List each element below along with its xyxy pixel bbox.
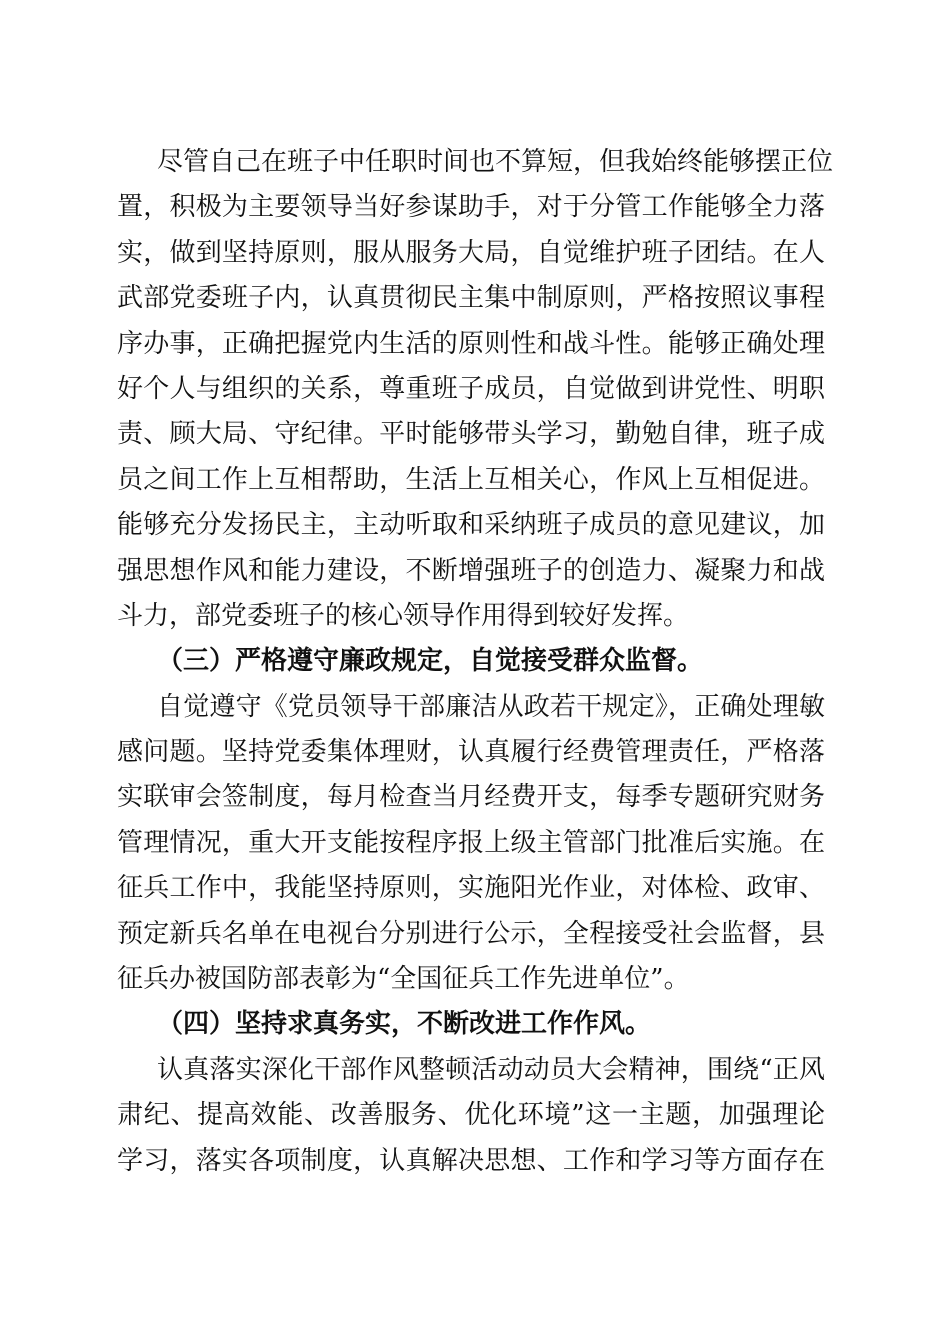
paragraph-line: 能够充分发扬民主，主动听取和采纳班子成员的意见建议，加: [117, 510, 825, 541]
paragraph-line: 感问题。坚持党委集体理财，认真履行经费管理责任，严格落: [117, 737, 825, 768]
paragraph-line: 武部党委班子内，认真贯彻民主集中制原则，严格按照议事程: [117, 283, 825, 314]
paragraph-line: 序办事，正确把握党内生活的原则性和战斗性。能够正确处理: [117, 328, 825, 359]
document-body: [117, 140, 834, 1184]
paragraph-line: 实，做到坚持原则，服从服务大局，自觉维护班子团结。在人: [117, 237, 825, 268]
paragraph-line: 管理情况，重大开支能按程序报上级主管部门批准后实施。在: [117, 827, 825, 858]
paragraph-line: 员之间工作上互相帮助，生活上互相关心，作风上互相促进。: [117, 464, 825, 495]
paragraph-line: 自觉遵守《党员领导干部廉洁从政若干规定》，正确处理敏: [157, 691, 825, 722]
paragraph-line: 强思想作风和能力建设，不断增强班子的创造力、凝聚力和战: [117, 555, 825, 586]
paragraph-line: 实联审会签制度，每月检查当月经费开支，每季专题研究财务: [117, 782, 825, 813]
paragraph-line: 责、顾大局、守纪律。平时能够带头学习，勤勉自律，班子成: [117, 419, 825, 450]
paragraph-line: 预定新兵名单在电视台分别进行公示，全程接受社会监督，县: [117, 918, 825, 949]
paragraph-line: 征兵工作中，我能坚持原则，实施阳光作业，对体检、政审、: [117, 873, 825, 904]
paragraph-line: 尽管自己在班子中任职时间也不算短，但我始终能够摆正位: [157, 147, 834, 177]
paragraph-line: 学习，落实各项制度，认真解决思想、工作和学习等方面存在: [117, 1145, 825, 1176]
paragraph-line: 好个人与组织的关系，尊重班子成员，自觉做到讲党性、明职: [117, 373, 825, 404]
paragraph-line: 征兵办被国防部表彰为“全国征兵工作先进单位”。: [117, 964, 690, 995]
paragraph-line: 置，积极为主要领导当好参谋助手，对于分管工作能够全力落: [117, 192, 825, 223]
paragraph-line: 认真落实深化干部作风整顿活动动员大会精神，围绕“正风: [157, 1054, 825, 1085]
section-heading-three: （三）严格遵守廉政规定，自觉接受群众监督。: [157, 646, 704, 677]
paragraph-line: 斗力，部党委班子的核心领导作用得到较好发挥。: [117, 600, 690, 631]
section-heading-four: （四）坚持求真务实，不断改进工作作风。: [157, 1009, 652, 1040]
paragraph-line: 肃纪、提高效能、改善服务、优化环境”这一主题，加强理论: [117, 1100, 825, 1131]
